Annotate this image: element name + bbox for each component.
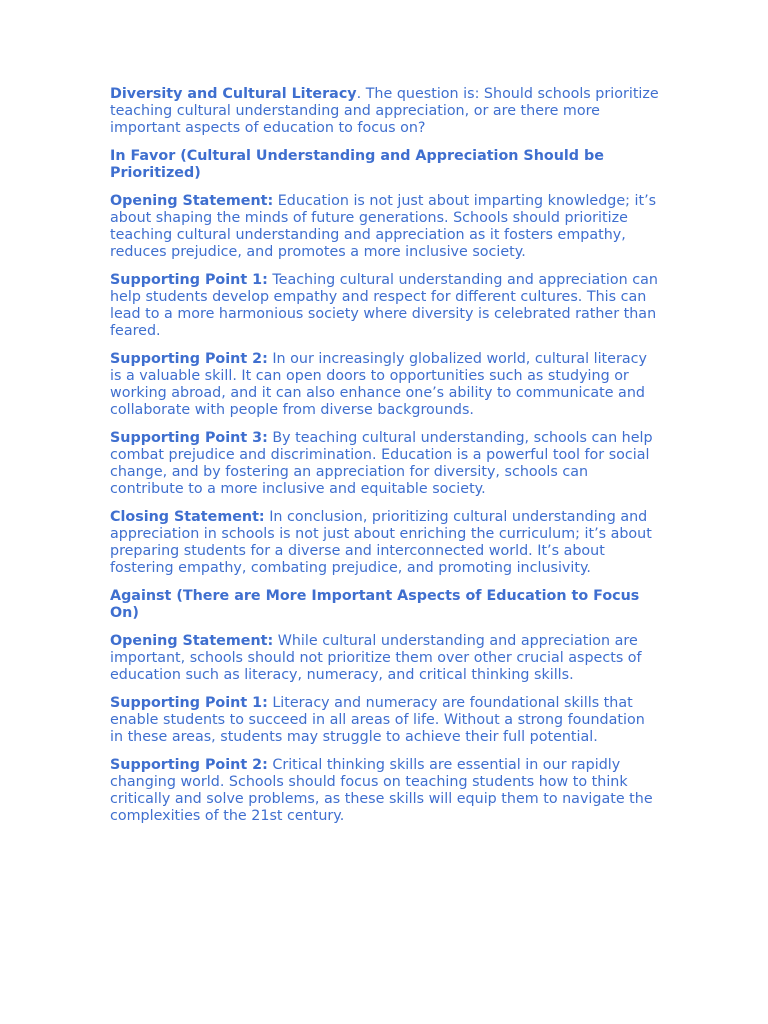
favor-opening-label: Opening Statement: (110, 193, 274, 209)
favor-closing-label: Closing Statement: (110, 509, 265, 525)
document-page (110, 86, 662, 836)
intro-title: Diversity and Cultural Literacy (110, 86, 357, 102)
in-favor-heading: In Favor (Cultural Understanding and Appreciation Should be Prioritized) (110, 148, 604, 181)
against-point2-paragraph (110, 757, 662, 825)
favor-point2-text: In our increasingly globalized world, cultural literacy is a valuable skill. It can open doors to opportunities such as studying or working abroad, and it can also enhance one’s ability to communicate and collaborate with people from diverse backgrounds. (110, 351, 647, 418)
favor-point3-label: Supporting Point 3: (110, 430, 268, 446)
favor-closing-text: In conclusion, prioritizing cultural understanding and appreciation in schools is not just about enriching the curriculum; it’s about preparing students for a diverse and interconnected world. It’s about fostering empathy, combating prejudice, and promoting inclusivity. (110, 509, 652, 576)
against-point1-text: Literacy and numeracy are foundational skills that enable students to succeed in all areas of life. Without a strong foundation in these areas, students may struggle to achieve their full potential. (110, 695, 645, 745)
against-opening-label: Opening Statement: (110, 633, 274, 649)
favor-point3-text: By teaching cultural understanding, schools can help combat prejudice and discrimination. Education is a powerful tool for social change, and by fostering an appreciation for diversity, schools can contribute to a more inclusive and equitable society. (110, 430, 653, 497)
against-heading: Against (There are More Important Aspects of Education to Focus On) (110, 588, 640, 621)
against-point2-text: Critical thinking skills are essential in our rapidly changing world. Schools should focus on teaching students how to think critically and solve problems, as these skills will equip them to navigate the complexities of the 21st century. (110, 757, 653, 824)
against-opening-paragraph (110, 633, 662, 684)
favor-opening-paragraph (110, 193, 662, 261)
favor-closing-paragraph (110, 509, 662, 577)
intro-paragraph (110, 86, 662, 137)
favor-point2-label: Supporting Point 2: (110, 351, 268, 367)
against-point1-paragraph (110, 695, 662, 746)
intro-text: . The question is: Should schools prioritize teaching cultural understanding and appreciation, or are there more important aspects of education to focus on? (110, 86, 659, 136)
favor-opening-text: Education is not just about imparting knowledge; it’s about shaping the minds of future generations. Schools should prioritize teaching cultural understanding and appreciation as it fosters empathy, reduces prejudice, and promotes a more inclusive society. (110, 193, 657, 260)
favor-point1-label: Supporting Point 1: (110, 272, 268, 288)
against-opening-text: While cultural understanding and appreciation are important, schools should not prioritize them over other crucial aspects of education such as literacy, numeracy, and critical thinking skills. (110, 633, 642, 683)
favor-point2-paragraph (110, 351, 662, 419)
favor-point1-text: Teaching cultural understanding and appreciation can help students develop empathy and respect for different cultures. This can lead to a more harmonious society where diversity is celebrated rather than feared. (110, 272, 658, 339)
against-point1-label: Supporting Point 1: (110, 695, 268, 711)
favor-point3-paragraph (110, 430, 662, 498)
favor-point1-paragraph (110, 272, 662, 340)
against-point2-label: Supporting Point 2: (110, 757, 268, 773)
